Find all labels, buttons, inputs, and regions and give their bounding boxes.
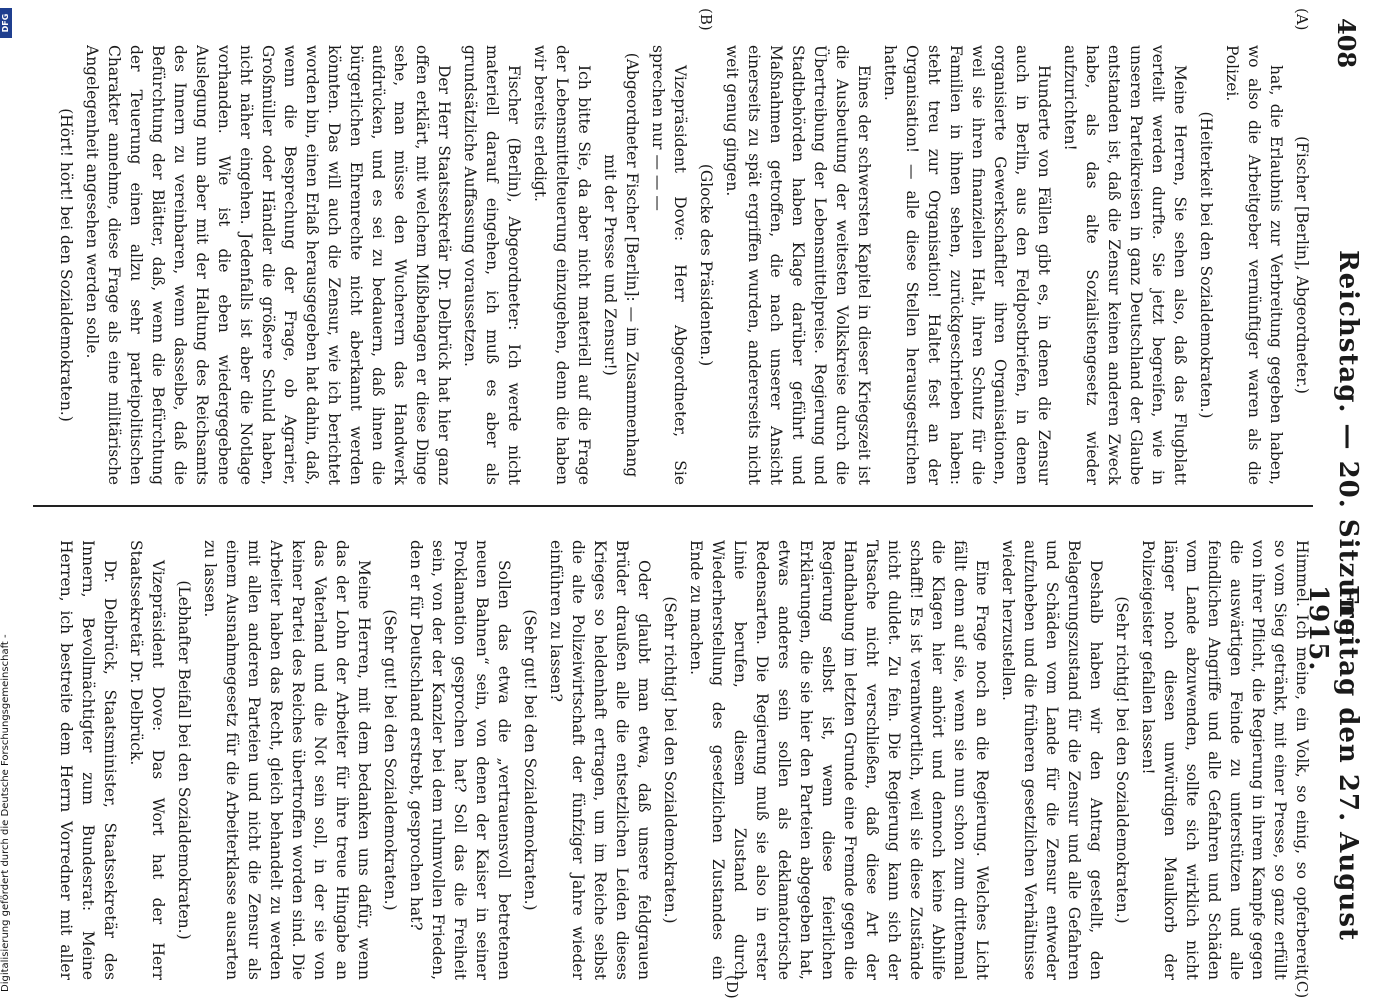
digitization-note: Digitalisierung gefördert durch die Deutsche Forschungsgemeinschaft - (0, 634, 11, 992)
paragraph: Hunderte von Fällen gibt es, in denen die Zensur auch in Berlin, aus den Feldpostbriefen, in denen organisierte Gewerkschaftler ihren Organisationen, weil sie ihren finanziellen Halt, ihren Schutz für die Familien in ihnen sehen, zurückgeschrieben haben: steht treu zur Organisation! Haltet fest an der Organisation! — alle diese Stellen herausgestrichen hatten. (881, 45, 1053, 485)
paragraph: Himmel. Ich meine, ein Volk, so einig, so opferbereit, so vom Sieg getränkt, mit einer Presse, so ganz erfüllt von ihrer Pflicht, die Regierung in ihrem Kampfe gegen die auswärtigen Feinde zu unterstützen und alle feindlichen Angriffe und alle Gefahren und Schäden vom Lande abzuwenden, sollte sich wirklich nicht länger noch diesen unwürdigen Maulkorb der Polizeigeister gefallen lassen! (1139, 540, 1311, 980)
margin-marker-c: (C) (1293, 975, 1311, 999)
right-column (53, 540, 1313, 980)
footer-strip (0, 0, 14, 1000)
column-divider (33, 505, 1313, 507)
paragraph: (Glocke des Präsidenten.) (697, 163, 715, 367)
paragraph: Eines der schwersten Kapitel in dieser Kriegszeit ist die Ausbeutung der weitesten Volkskreise durch die Übertreibung der Lebensmittelpreise. Regierung und Stadtbehörden haben Klage darüber geführt und Maßnahmen getroffen, die nach unserer Ansicht einerseits zu spät ergriffen wurden, andererseits nicht weit genug gingen. (723, 45, 873, 485)
left-column (53, 45, 1313, 485)
paragraph: Oder glaubt man etwa, daß unsere feldgrauen Brüder draußen alle die entsetzlichen Leiden dieses Krieges so heldenhaft ertragen, um im Reiche selbst die alte Polizeiwirtschaft der fünfziger Jahre wieder einführen zu lassen? (547, 540, 653, 980)
margin-marker-d: (D) (723, 975, 741, 999)
paragraph: Eine Frage noch an die Regierung. Welches Licht fällt denn auf sie, wenn sie nun schon zum drittenmal die Klagen hier anhört und dennoch keine Abhilfe schafft! Es ist verantwortlich, weil sie diese Zustände nicht duldet. Zu fein. Die Regierung kann sich der Tatsache nicht verschließen, daß diese Art der Handhabung im letzten Grunde eine Fremde gegen die Regierung selbst ist, wenn diese feierlichen Erklärungen, die sie hier den Parteien abgegeben hat, etwas anderes sein sollen als deklamatorische Redensarten. Die Regierung muß sie also in erster Linie berufen, diesem Zustand durch Wiederherstellung des gesetzlichen Zustandes ein Ende zu machen. (687, 540, 991, 980)
paragraph: (Sehr gut! bei den Sozialdemokraten.) (521, 609, 539, 911)
paragraph: Sollen das etwa die „vertrauensvoll betretenen neuen Bahnen“ sein, von denen der Kaiser in seiner Proklamation gesprochen hat? Soll das die Freiheit sein, von der der Kanzler bei dem ruhmvollen Frieden, den er für Deutschland erstrebt, gesprochen hat? (407, 540, 513, 980)
paragraph: Vizepräsident Dove: Das Wort hat der Herr Staatssekretär Dr. Delbrück. (127, 540, 167, 980)
paragraph: Meine Herren, mit dem bedanken uns dafür, wenn das der Lohn der Arbeiter für ihre treue Hingabe an das Vaterland und die Not sein soll, in der sie von keiner Partei des Reiches übertroffen worden sind. Die Arbeiter haben das Recht, gleich behandelt zu werden mit allen anderen Parteien und nicht die Zensur als einem Ausnahmegesetz für die Arbeiterklasse ausarten zu lassen. (201, 540, 373, 980)
page-header (1303, 0, 1383, 1000)
paragraph: (Sehr richtig! bei den Sozialdemokraten.) (661, 596, 679, 924)
margin-marker-b: (B) (697, 8, 715, 31)
session-date: Freitag den 27. August 1915. (1303, 585, 1363, 941)
paragraph: (Sehr gut! bei den Sozialdemokraten.) (381, 609, 399, 911)
paragraph: Ich bitte Sie, da aber nicht materiell auf die Frage der Lebensmittelteuerung einzugehen, denn die haben wir bereits erledigt. (531, 45, 593, 485)
paragraph: Vizepräsident Dove: Herr Abgeordneter, Sie sprechen nur — — — (649, 45, 689, 485)
margin-marker-a: (A) (1293, 8, 1311, 31)
paragraph: (Hört! hört! bei den Sozialdemokraten.) (57, 108, 75, 422)
session-title: Reichstag. — 20. Sitzung. (1333, 250, 1363, 648)
paragraph: hat, die Erlaubnis zur Verbreitung gegeben haben, wo also die Arbeitgeber vernünftiger waren als die Polizei. (1223, 45, 1285, 485)
paragraph: Meine Herren, Sie sehen also, daß das Flugblatt verteilt werden durfte. Sie jetzt begreifen, wie in unseren Parteikreisen in ganz Deutschland der Glaube entstanden ist, daß die Zensur keinen anderen Zweck habe, als das alte Sozialistengesetz wieder aufzurichten! (1061, 45, 1189, 485)
paragraph: Deshalb haben wir den Antrag gestellt, den Belagerungszustand für die Zensur und alle Gefahren und Schäden vom Lande für die Zensur entweder aufzuheben und die früheren gesetzlichen Verhältnisse wieder herzustellen. (999, 540, 1105, 980)
paragraph: (Heiterkeit bei den Sozialdemokraten.) (1197, 111, 1215, 419)
dfg-logo: DFG (0, 8, 12, 38)
paragraph: (Abgeordneter Fischer [Berlin]: — im Zusammenhang mit der Presse und Zensur!) (601, 52, 641, 478)
paragraph: (Fischer [Berlin], Abgeordneter.) (1293, 136, 1311, 394)
paragraph: (Sehr richtig! bei den Sozialdemokraten.) (1113, 596, 1131, 924)
paragraph: Der Herr Staatssekretär Dr. Delbrück hat hier ganz offen erklärt, mit welchem Mißbehagen er diese Dinge sehe, man müsse den Wucherern das Handwerk aufdrücken, und es sei zu bedauern, daß ihnen die bürgerlichen Ehrenrechte nicht aberkannt werden könnten. Das will auch die Zensur, wie ich berichtet worden bin, einen Erlaß herausgegeben hat dahin, daß, wenn die Besprechung der Frage, ob Agrarier, Großmüller oder Händler die größere Schuld haben, nicht näher eingehen. Jedenfalls ist aber die Notlage vorhanden. Wie ist die eben wiedergegebene Auslegung nun aber mit der Haltung des Reichsamts des Innern zu vereinbaren, wenn dasselbe, daß die Befürchtung der Blätter, daß, wenn die Befürchtung der Teuerung einen allzu sehr parteipolitischen Charakter annehme, diese Frage als eine militärische Angelegenheit angesehen werden solle. (83, 45, 453, 485)
page-number: 408 (1332, 18, 1361, 69)
paragraph: Fischer (Berlin), Abgeordneter: Ich werde nicht materiell darauf eingehen, ich muß es aber als grundsätzliche Auffassung voraussetzen. (461, 45, 523, 485)
paragraph: Dr. Delbrück, Staatsminister, Staatssekretär des Innern, Bevollmächtigter zum Bundesrat: Meine Herren, ich bestreite dem Herrn Vorredner mit aller (57, 540, 119, 980)
paragraph: (Lebhafter Beifall bei den Sozialdemokraten.) (175, 580, 193, 940)
